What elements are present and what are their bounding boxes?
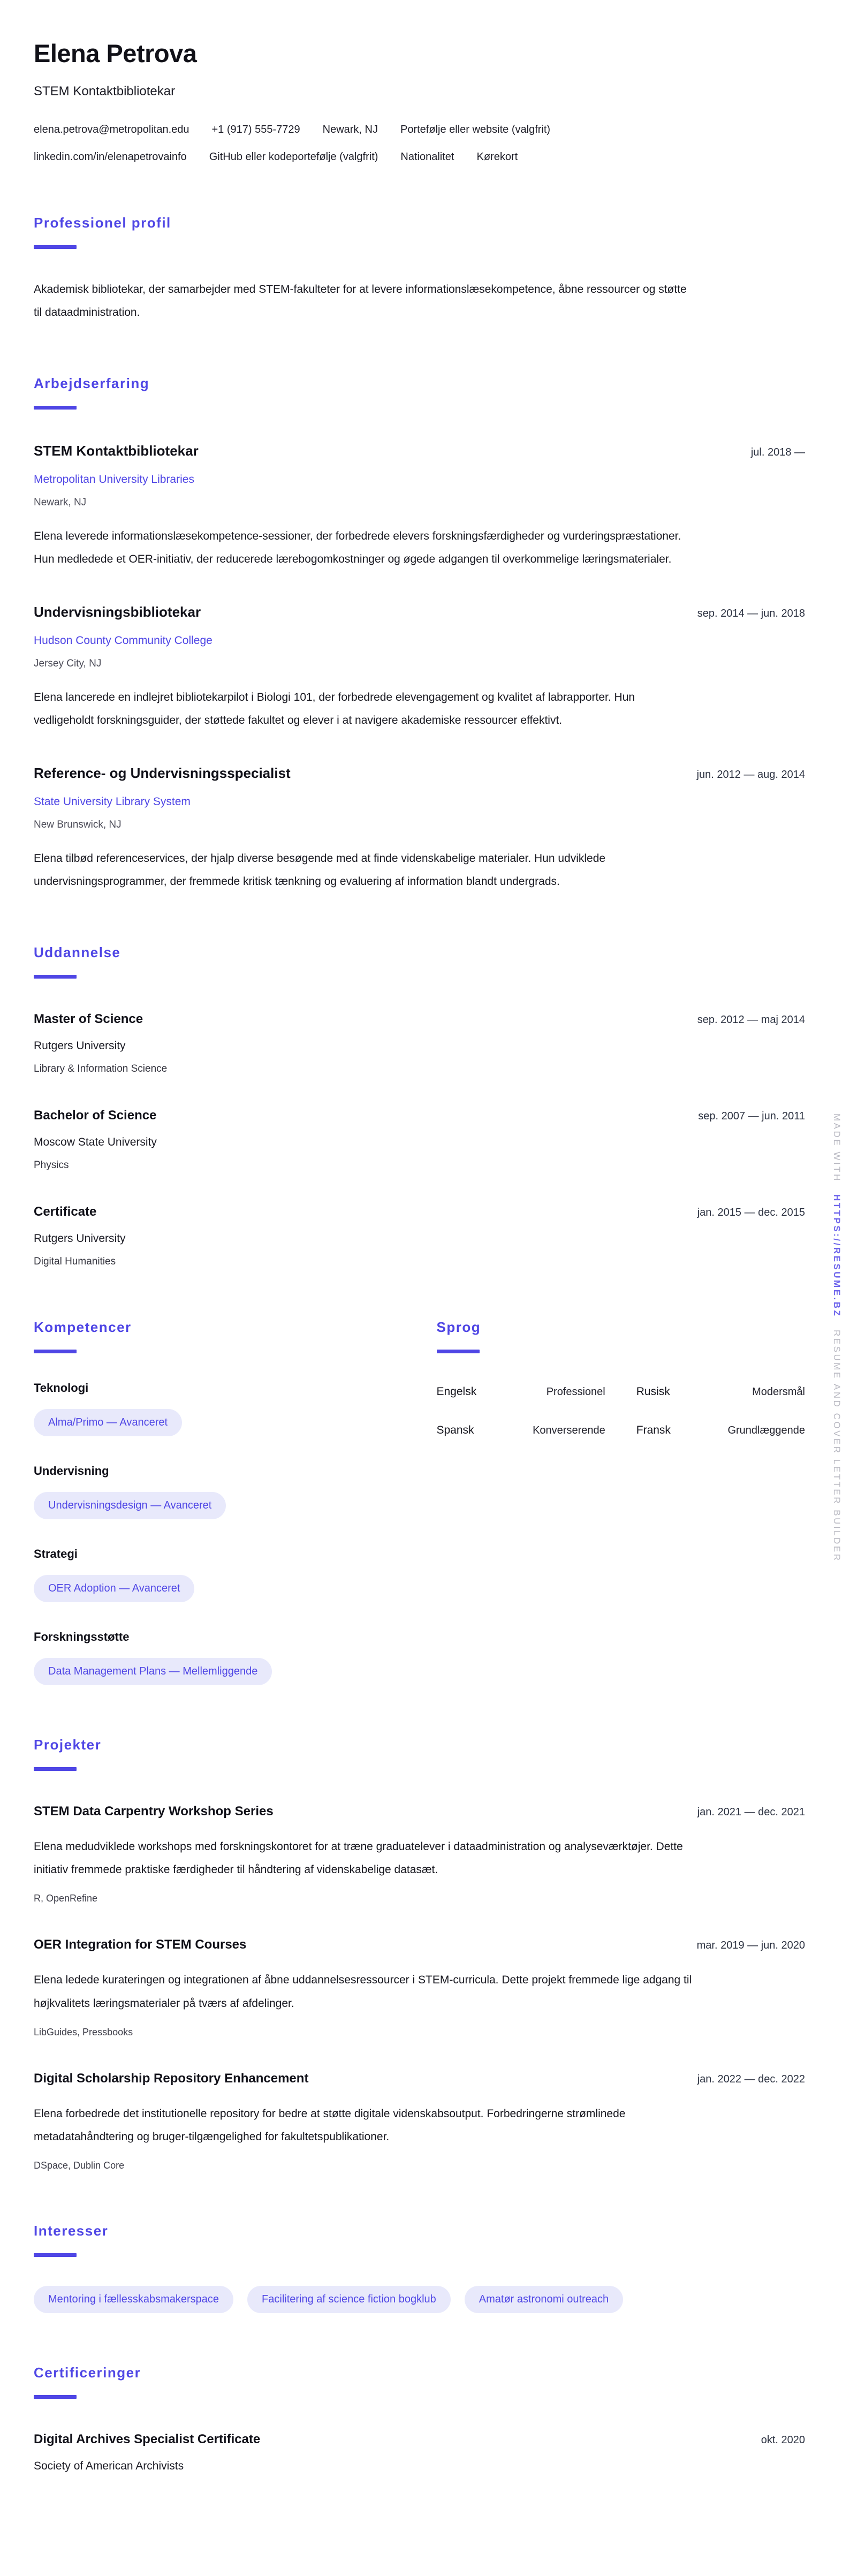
github-placeholder-text: GitHub eller kodeportefølje (valgfrit) bbox=[209, 151, 378, 163]
section-underline-bar bbox=[34, 2253, 77, 2257]
email-text: elena.petrova@metropolitan.edu bbox=[34, 124, 189, 135]
interest-badge: Amatør astronomi outreach bbox=[465, 2286, 623, 2313]
language-name: Spansk bbox=[436, 1424, 474, 1437]
project-dates: jan. 2022 — dec. 2022 bbox=[697, 2073, 805, 2085]
project-dates: jan. 2021 — dec. 2021 bbox=[697, 1806, 805, 1819]
project-entry bbox=[34, 1804, 805, 1904]
section-underline-bar bbox=[34, 245, 77, 249]
job-entry bbox=[34, 443, 805, 571]
education-entry-head bbox=[34, 1204, 805, 1219]
portfolio-placeholder-text: Portefølje eller website (valgfrit) bbox=[400, 124, 551, 135]
job-title: Undervisningsbibliotekar bbox=[34, 604, 201, 620]
contact-row-1 bbox=[34, 124, 805, 136]
language-item bbox=[636, 1424, 805, 1437]
section-underline-bar bbox=[34, 2395, 77, 2399]
project-stack: DSpace, Dublin Core bbox=[34, 2160, 125, 2171]
certifications-heading: Certificeringer bbox=[34, 2364, 141, 2381]
field-of-study: Library & Information Science bbox=[34, 1063, 168, 1075]
education-entry bbox=[34, 1204, 805, 1268]
education-entry-head bbox=[34, 1108, 805, 1123]
section-experience bbox=[34, 375, 805, 893]
language-name: Fransk bbox=[636, 1424, 671, 1437]
skills-heading: Kompetencer bbox=[34, 1319, 132, 1336]
section-underline-bar bbox=[34, 406, 77, 410]
education-entry bbox=[34, 1012, 805, 1075]
certification-entry bbox=[34, 2432, 805, 2473]
language-item bbox=[636, 1385, 805, 1398]
interest-badge: Mentoring i fællesskabsmakerspace bbox=[34, 2286, 233, 2313]
company-link[interactable]: Hudson County Community College bbox=[34, 634, 212, 647]
job-entry bbox=[34, 604, 805, 732]
watermark-made-with-text: MADE WITH bbox=[832, 1113, 842, 1183]
language-level: Konverserende bbox=[533, 1425, 605, 1437]
watermark-builder-text: RESUME AND COVER LETTER BUILDER bbox=[832, 1329, 842, 1563]
linkedin-text: linkedin.com/in/elenapetrovainfo bbox=[34, 151, 187, 163]
job-dates: jul. 2018 — bbox=[750, 446, 805, 459]
section-underline-bar bbox=[34, 975, 77, 979]
skills-column bbox=[34, 1319, 403, 1685]
school-name: Rutgers University bbox=[34, 1040, 126, 1052]
job-location: Newark, NJ bbox=[34, 497, 87, 509]
job-description: Elena lancerede en indlejret bibliotekarpilot i Biologi 101, der forbedrede elevengagement og kvalitet af labrapporter. Hun vedligeholdt forskningsguider, der støttede fakultet og elever i at navigere akademiske ressourcer effektivt. bbox=[34, 691, 635, 727]
candidate-name: Elena Petrova bbox=[34, 39, 197, 67]
interest-pill-row bbox=[34, 2286, 805, 2313]
company-link[interactable]: State University Library System bbox=[34, 795, 191, 808]
section-underline-bar bbox=[34, 1767, 77, 1771]
languages-heading: Sprog bbox=[436, 1319, 481, 1336]
education-dates: jan. 2015 — dec. 2015 bbox=[697, 1207, 805, 1219]
job-dates: jun. 2012 — aug. 2014 bbox=[696, 769, 805, 781]
job-entry-head bbox=[34, 443, 805, 459]
job-location: New Brunswick, NJ bbox=[34, 819, 122, 831]
drivers-license-placeholder-text: Kørekort bbox=[476, 151, 518, 163]
job-description: Elena tilbød referenceservices, der hjalp diverse besøgende med at finde videnskabelige materialer. Hun udviklede undervisningsprogrammer, der fremmede kritisk tænkning og evaluering af information blandt undergrads. bbox=[34, 852, 606, 888]
section-projects bbox=[34, 1737, 805, 2171]
language-level: Professionel bbox=[546, 1386, 605, 1398]
job-entry bbox=[34, 765, 805, 893]
project-title: STEM Data Carpentry Workshop Series bbox=[34, 1804, 274, 1819]
projects-heading: Projekter bbox=[34, 1737, 102, 1753]
nationality-placeholder-text: Nationalitet bbox=[400, 151, 454, 163]
section-skills-languages bbox=[34, 1319, 805, 1685]
skill-group-name: Strategi bbox=[34, 1547, 78, 1561]
project-dates: mar. 2019 — jun. 2020 bbox=[696, 1939, 805, 1952]
degree-title: Certificate bbox=[34, 1204, 97, 1219]
language-item bbox=[437, 1385, 605, 1398]
school-name: Rutgers University bbox=[34, 1232, 126, 1245]
project-description: Elena ledede kurateringen og integrationen af åbne uddannelsesressourcer i STEM-curricula. Dette projekt fremmede lige adgang til højkvalitets læringsmaterialer på tværs af afdelinger. bbox=[34, 1974, 692, 2010]
job-entry-head bbox=[34, 604, 805, 620]
skill-group bbox=[34, 1464, 403, 1519]
section-underline-bar bbox=[437, 1350, 480, 1353]
candidate-job-title: STEM Kontaktbibliotekar bbox=[34, 84, 176, 99]
watermark bbox=[832, 1113, 841, 1863]
language-name: Engelsk bbox=[436, 1385, 477, 1398]
project-entry-head bbox=[34, 1804, 805, 1819]
language-level: Grundlæggende bbox=[727, 1425, 805, 1437]
job-entry-head bbox=[34, 765, 805, 782]
education-entry-head bbox=[34, 1012, 805, 1027]
project-description: Elena medudviklede workshops med forskningskontoret for at træne graduatelever i dataadministration og analyseværktøjer. Dette initiativ fremmede praktiske færdigheder til håndtering af videnskabelige datasæt. bbox=[34, 1840, 683, 1876]
degree-title: Bachelor of Science bbox=[34, 1108, 157, 1123]
project-stack: R, OpenRefine bbox=[34, 1893, 98, 1904]
skill-group-name: Forskningsstøtte bbox=[34, 1630, 130, 1644]
project-entry bbox=[34, 1937, 805, 2037]
section-underline-bar bbox=[34, 1350, 77, 1353]
job-title: STEM Kontaktbibliotekar bbox=[34, 443, 199, 459]
language-grid bbox=[437, 1385, 806, 1437]
section-profile bbox=[34, 215, 805, 324]
skill-badge: OER Adoption — Avanceret bbox=[34, 1575, 194, 1602]
job-dates: sep. 2014 — jun. 2018 bbox=[697, 608, 805, 620]
certification-date: okt. 2020 bbox=[761, 2434, 805, 2446]
project-entry-head bbox=[34, 2071, 805, 2086]
skill-group bbox=[34, 1547, 403, 1602]
job-location: Jersey City, NJ bbox=[34, 658, 102, 670]
contact-row-2 bbox=[34, 151, 805, 163]
skill-badge: Data Management Plans — Mellemliggende bbox=[34, 1658, 272, 1685]
language-name: Rusisk bbox=[636, 1385, 670, 1398]
education-heading: Uddannelse bbox=[34, 944, 121, 961]
skill-badge: Alma/Primo — Avanceret bbox=[34, 1409, 182, 1436]
language-item bbox=[437, 1424, 605, 1437]
education-dates: sep. 2007 — jun. 2011 bbox=[698, 1110, 805, 1123]
skill-group-name: Undervisning bbox=[34, 1464, 109, 1478]
project-entry bbox=[34, 2071, 805, 2171]
experience-heading: Arbejdserfaring bbox=[34, 375, 150, 392]
phone-text: +1 (917) 555-7729 bbox=[211, 124, 300, 135]
watermark-resume-bz-link[interactable]: HTTPS://RESUME.BZ bbox=[832, 1194, 842, 1318]
education-dates: sep. 2012 — maj 2014 bbox=[697, 1014, 805, 1026]
field-of-study: Physics bbox=[34, 1160, 69, 1171]
degree-title: Master of Science bbox=[34, 1012, 143, 1027]
skill-group bbox=[34, 1630, 403, 1685]
profile-heading: Professionel profil bbox=[34, 215, 171, 231]
interests-heading: Interesser bbox=[34, 2222, 109, 2239]
section-certifications bbox=[34, 2365, 805, 2473]
project-stack: LibGuides, Pressbooks bbox=[34, 2026, 133, 2037]
project-description: Elena forbedrede det institutionelle repository for bedre at støtte digitale videnskabsoutput. Forbedringerne strømlinede metadatahåndtering og bruger-tilgængelighed for fakultetspublikationer. bbox=[34, 2107, 626, 2143]
certification-entry-head bbox=[34, 2432, 805, 2447]
school-name: Moscow State University bbox=[34, 1136, 157, 1149]
section-education bbox=[34, 944, 805, 1268]
project-title: Digital Scholarship Repository Enhancement bbox=[34, 2071, 309, 2086]
skill-badge: Undervisningsdesign — Avanceret bbox=[34, 1492, 226, 1519]
skill-group-name: Teknologi bbox=[34, 1381, 89, 1395]
education-entry bbox=[34, 1108, 805, 1171]
profile-text: Akademisk bibliotekar, der samarbejder med STEM-fakulteter for at levere informationslæsekompetence, åbne ressourcer og støtte til dataadministration. bbox=[34, 283, 687, 319]
language-level: Modersmål bbox=[752, 1386, 805, 1398]
interest-badge: Facilitering af science fiction bogklub bbox=[247, 2286, 451, 2313]
job-description: Elena leverede informationslæsekompetence-sessioner, der forbedrede elevers forskningsfærdigheder og vurderingspræstationer. Hun medledede et OER-initiativ, der reducerede lærebogomkostninger og øgede adgangen til overkommelige læringsmaterialer. bbox=[34, 530, 681, 566]
job-title: Reference- og Undervisningsspecialist bbox=[34, 765, 291, 782]
project-title: OER Integration for STEM Courses bbox=[34, 1937, 247, 1952]
certification-issuer: Society of American Archivists bbox=[34, 2459, 184, 2472]
project-entry-head bbox=[34, 1937, 805, 1952]
field-of-study: Digital Humanities bbox=[34, 1256, 116, 1268]
section-interests bbox=[34, 2223, 805, 2313]
certification-title: Digital Archives Specialist Certificate bbox=[34, 2431, 261, 2446]
languages-column bbox=[437, 1319, 806, 1685]
location-text: Newark, NJ bbox=[322, 124, 378, 135]
skill-group bbox=[34, 1381, 403, 1436]
resume-header bbox=[34, 39, 805, 163]
company-link[interactable]: Metropolitan University Libraries bbox=[34, 473, 194, 486]
